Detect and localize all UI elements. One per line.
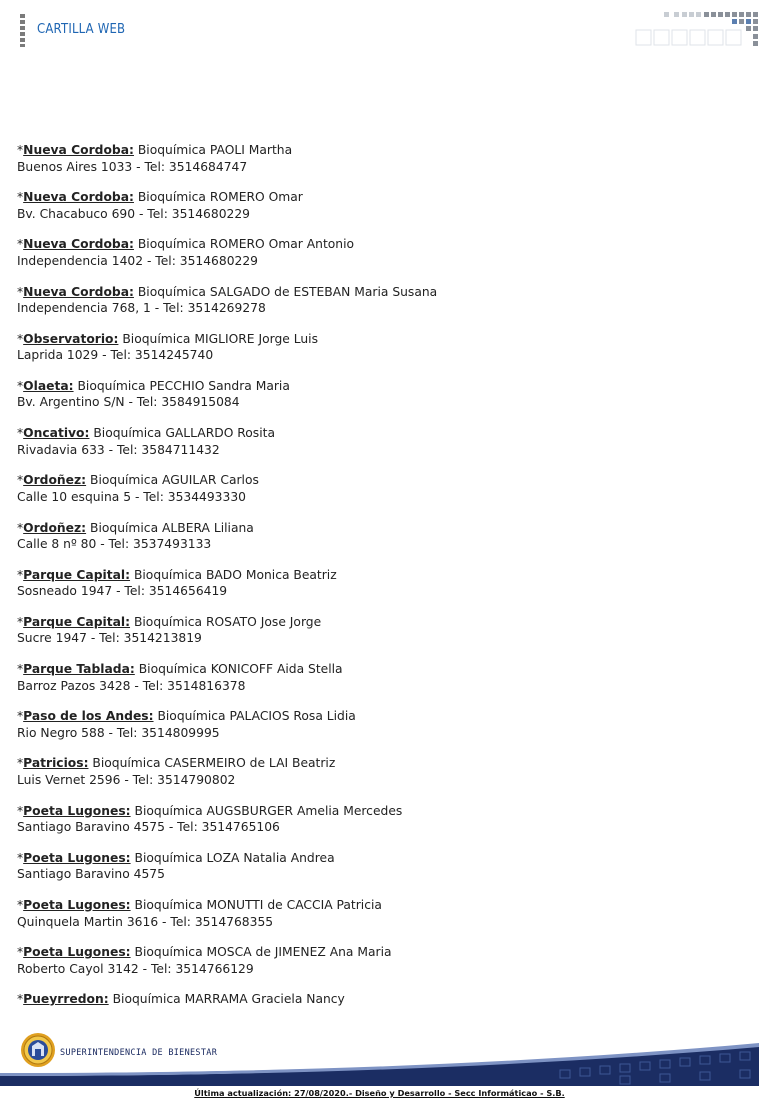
entry-bullet: * xyxy=(17,709,24,724)
entry-bullet: * xyxy=(17,662,24,677)
locality-label: Ordoñez: xyxy=(23,520,87,535)
provider-entry xyxy=(17,614,737,661)
locality-label: Pueyrredon: xyxy=(23,992,109,1007)
provider-entry xyxy=(17,944,737,991)
provider-name: Bioquímica MONUTTI de CACCIA Patricia xyxy=(134,898,382,912)
provider-line xyxy=(17,944,737,961)
provider-address: Calle 8 nº 80 - Tel: 3537493133 xyxy=(17,537,212,551)
provider-entry xyxy=(17,520,737,567)
provider-entry xyxy=(17,425,737,472)
provider-entry xyxy=(17,189,737,236)
entry-bullet: * xyxy=(17,803,24,818)
provider-list xyxy=(17,142,737,1039)
provider-entry xyxy=(17,142,737,189)
organization-name: SUPERINTENDENCIA DE BIENESTAR xyxy=(60,1048,218,1058)
provider-line xyxy=(17,472,737,489)
locality-label: Parque Capital: xyxy=(23,567,131,582)
provider-line xyxy=(17,236,737,253)
page-footer xyxy=(0,1030,759,1101)
locality-label: Poeta Lugones: xyxy=(23,803,131,818)
entry-bullet: * xyxy=(17,284,24,299)
provider-line xyxy=(17,850,737,867)
locality-label: Nueva Cordoba: xyxy=(23,284,134,299)
provider-line xyxy=(17,189,737,206)
provider-name: Bioquímica AUGSBURGER Amelia Mercedes xyxy=(134,803,403,818)
entry-bullet: * xyxy=(17,756,24,771)
entry-bullet: * xyxy=(17,473,24,488)
locality-label: Parque Tablada: xyxy=(23,662,135,677)
provider-line xyxy=(17,991,737,1008)
provider-name: Bioquímica PECCHIO Sandra Maria xyxy=(77,378,290,393)
provider-address: Quinquela Martin 3616 - Tel: 3514768355 xyxy=(17,914,274,929)
provider-line xyxy=(17,425,737,442)
provider-address: Santiago Baravino 4575 - Tel: 3514765106 xyxy=(17,820,280,835)
locality-label: Ordoñez: xyxy=(23,473,87,488)
entry-bullet: * xyxy=(17,378,24,393)
provider-line xyxy=(17,520,737,537)
provider-name: Bioquímica MOSCA de JIMENEZ Ana Maria xyxy=(134,945,392,960)
provider-address: Sosneado 1947 - Tel: 3514656419 xyxy=(17,584,228,599)
entry-bullet: * xyxy=(17,850,24,865)
provider-name: Bioquímica ROSATO Jose Jorge xyxy=(133,614,322,629)
provider-address: Roberto Cayol 3142 - Tel: 3514766129 xyxy=(17,961,254,976)
provider-address: Bv. Argentino S/N - Tel: 3584915084 xyxy=(17,395,240,410)
footer-wave-icon xyxy=(0,1038,759,1090)
provider-line xyxy=(17,803,737,820)
entry-bullet: * xyxy=(17,237,24,252)
provider-line xyxy=(17,661,737,678)
provider-address: Buenos Aires 1033 - Tel: 3514684747 xyxy=(17,159,248,174)
organization-seal-icon xyxy=(20,1032,56,1068)
provider-address: Barroz Pazos 3428 - Tel: 3514816378 xyxy=(17,678,246,693)
entry-bullet: * xyxy=(17,567,24,582)
provider-name: Bioquímica MIGLIORE Jorge Luis xyxy=(122,331,319,346)
provider-line xyxy=(17,142,737,159)
provider-name: Bioquímica ROMERO Omar xyxy=(137,190,303,205)
provider-line xyxy=(17,614,737,631)
entry-bullet: * xyxy=(17,190,24,205)
provider-address: Laprida 1029 - Tel: 3514245740 xyxy=(17,348,214,363)
provider-line xyxy=(17,708,737,725)
provider-address: Independencia 768, 1 - Tel: 3514269278 xyxy=(17,301,266,316)
locality-label: Olaeta: xyxy=(23,378,74,393)
last-updated-note: Última actualización: 27/08/2020.- Diseño y Desarrollo - Secc Informáticao - S.B. xyxy=(194,1088,565,1098)
locality-label: Parque Capital: xyxy=(23,614,131,629)
provider-entry xyxy=(17,803,737,850)
provider-entry xyxy=(17,897,737,944)
provider-line xyxy=(17,331,737,348)
locality-label: Oncativo: xyxy=(23,426,90,441)
provider-address: Bv. Chacabuco 690 - Tel: 3514680229 xyxy=(17,206,250,221)
provider-address: Rio Negro 588 - Tel: 3514809995 xyxy=(17,725,220,740)
provider-name: Bioquímica SALGADO de ESTEBAN Maria Susana xyxy=(137,284,438,299)
provider-line xyxy=(17,755,737,772)
provider-entry xyxy=(17,755,737,802)
entry-bullet: * xyxy=(17,945,24,960)
provider-entry xyxy=(17,567,737,614)
provider-name: Bioquímica ALBERA Liliana xyxy=(90,520,254,535)
provider-name: Bioquímica PAOLI Martha xyxy=(137,143,293,157)
provider-entry xyxy=(17,284,737,331)
locality-label: Nueva Cordoba: xyxy=(23,190,134,205)
locality-label: Poeta Lugones: xyxy=(23,898,131,912)
provider-entry xyxy=(17,378,737,425)
provider-address: Luis Vernet 2596 - Tel: 3514790802 xyxy=(17,772,236,787)
provider-entry xyxy=(17,661,737,708)
provider-address: Independencia 1402 - Tel: 3514680229 xyxy=(17,253,258,268)
entry-bullet: * xyxy=(17,426,24,441)
provider-name: Bioquímica MARRAMA Graciela Nancy xyxy=(112,992,345,1007)
provider-line xyxy=(17,284,737,301)
provider-line xyxy=(17,567,737,584)
provider-address: Santiago Baravino 4575 xyxy=(17,867,165,882)
locality-label: Patricios: xyxy=(23,756,89,771)
provider-name: Bioquímica AGUILAR Carlos xyxy=(90,473,259,488)
header-pixel-decoration-icon xyxy=(634,10,759,48)
provider-name: Bioquímica PALACIOS Rosa Lidia xyxy=(157,709,356,724)
provider-entry xyxy=(17,472,737,519)
locality-label: Nueva Cordoba: xyxy=(23,237,134,252)
locality-label: Observatorio: xyxy=(23,331,119,346)
header-bar-icon xyxy=(20,14,25,47)
provider-name: Bioquímica CASERMEIRO de LAI Beatriz xyxy=(92,756,336,771)
entry-bullet: * xyxy=(17,143,24,157)
provider-address: Sucre 1947 - Tel: 3514213819 xyxy=(17,631,202,646)
locality-label: Poeta Lugones: xyxy=(23,945,131,960)
page-header xyxy=(0,0,759,60)
provider-name: Bioquímica KONICOFF Aida Stella xyxy=(138,662,343,677)
provider-entry xyxy=(17,236,737,283)
entry-bullet: * xyxy=(17,614,24,629)
provider-name: Bioquímica LOZA Natalia Andrea xyxy=(134,850,335,865)
page-title: CARTILLA WEB xyxy=(37,22,126,37)
provider-line xyxy=(17,378,737,395)
entry-bullet: * xyxy=(17,992,24,1007)
locality-label: Poeta Lugones: xyxy=(23,850,131,865)
entry-bullet: * xyxy=(17,331,24,346)
locality-label: Nueva Cordoba: xyxy=(23,143,134,157)
provider-address: Rivadavia 633 - Tel: 3584711432 xyxy=(17,442,220,457)
provider-entry xyxy=(17,331,737,378)
provider-address: Calle 10 esquina 5 - Tel: 3534493330 xyxy=(17,489,246,504)
entry-bullet: * xyxy=(17,898,24,912)
entry-bullet: * xyxy=(17,520,24,535)
provider-name: Bioquímica GALLARDO Rosita xyxy=(93,426,275,441)
provider-name: Bioquímica BADO Monica Beatriz xyxy=(133,567,337,582)
provider-entry xyxy=(17,850,737,897)
provider-line xyxy=(17,897,737,914)
provider-entry xyxy=(17,708,737,755)
locality-label: Paso de los Andes: xyxy=(23,709,154,724)
provider-name: Bioquímica ROMERO Omar Antonio xyxy=(137,237,355,252)
